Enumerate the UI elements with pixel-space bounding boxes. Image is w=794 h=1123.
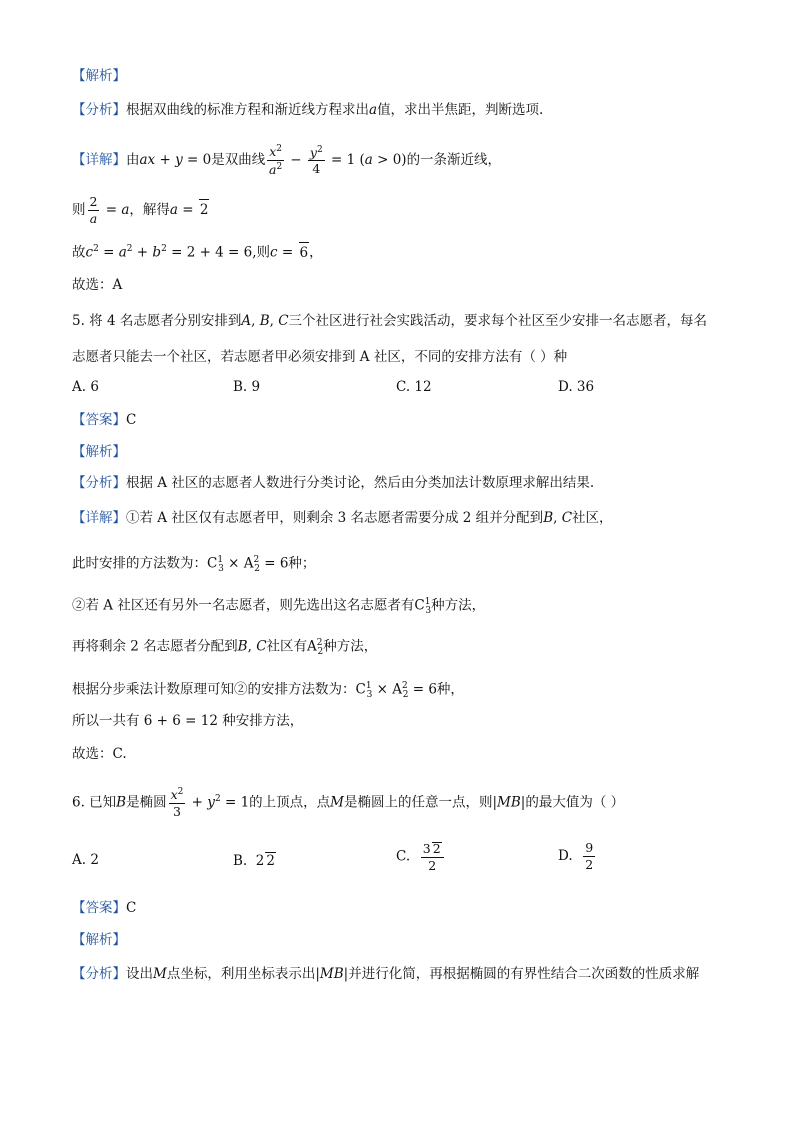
math-asymptote: ax [139, 152, 156, 169]
q5-option-d: D. 36 [558, 379, 595, 395]
q5-l4b: 社区有 [266, 638, 308, 655]
q6-option-c-label: C. [396, 848, 411, 865]
q6-fenxi-a: 设出 [126, 966, 153, 982]
math-frac-2-a: $\frac{2}{a}$ [89, 194, 98, 226]
q5-option-c: C. 12 [396, 379, 432, 395]
q4-xiangjie-tag: 【详解】 [72, 152, 126, 169]
q6-option-b: B. 2 2 [233, 853, 275, 869]
q5-stem-line2: 志愿者只能去一个社区，若志愿者甲必须安排到 A 社区，不同的安排方法有（ ）种 [72, 349, 568, 365]
q6-stem-e: 的最大值为（ ） [525, 794, 625, 811]
math-frac-y2-4: $\frac{y^2}{4}$ [309, 144, 323, 177]
q4-xiangjie-b: 是双曲线 [211, 152, 266, 169]
q6-stem-b: 是椭圆 [126, 794, 167, 811]
q5-l4a: 再将剩余 2 名志愿者分配到 [72, 638, 238, 655]
q5-l3b: 种方法， [431, 597, 486, 614]
q4-xiangjie-a: 由 [126, 152, 140, 169]
q6-fenxi-b: 点坐标，利用坐标表示出 [166, 966, 316, 982]
q6-option-b-label: B. [233, 853, 248, 869]
q6-option-d-label: D. [558, 848, 573, 864]
q6-stem-a: 6. 已知 [72, 794, 117, 811]
q5-l4c: 种方法， [323, 638, 378, 655]
q5-l5b: 种， [436, 681, 464, 698]
math-a: a [369, 102, 378, 118]
q5-jiexi-tag: 【解析】 [72, 444, 126, 460]
q5-stem-line1: 5. 将 4 名志愿者分别安排到A, B, C三个社区进行社会实践活动，要求每个社区至少安排一名志愿者，每名 [72, 313, 708, 329]
q5-line5: 根据分步乘法计数原理可知②的安排方法数为：$C^1_3 \times A^2_2 = 6$种， [72, 681, 464, 701]
q5-option-b: B. 9 [233, 379, 261, 395]
q4-guxuan: 故选：A [72, 277, 123, 293]
q4-ze-a: 则 [72, 202, 86, 218]
q5-l6a: 所以一共有 [72, 713, 140, 729]
q4-gu-a: 故 [72, 244, 86, 261]
q6-jiexi-tag: 【解析】 [72, 932, 126, 948]
q6-option-a: A. 2 [72, 852, 99, 868]
q4-fenxi-text-b: 值，求出半焦距，判断选项. [377, 102, 544, 118]
q6-option-c: C. $\frac{3 2}{2}$ [396, 842, 446, 872]
q5-stem-a: 5. 将 4 名志愿者分别安排到 [72, 313, 242, 329]
q5-fenxi-line [72, 473, 594, 493]
q6-stem-line: 6. 已知B是椭圆 $\frac{x^2}{3}$ + $y^2 = 1$的上顶点，点M是椭圆上的任意一点，则|MB|的最大值为（ ） [72, 787, 625, 819]
q5-l2a: 此时安排的方法数为： [72, 555, 207, 572]
q5-xiangjie-tag: 【详解】 [72, 510, 126, 526]
q5-l6b: 种安排方法， [222, 713, 304, 729]
q6-answer-tag: 【答案】 [72, 900, 126, 916]
q4-xiangjie-line: 【详解】由ax + y = 0是双曲线 $\frac{x^2}{a^2}$ − $\frac{y^2}{4}$ = 1 (a > 0)的一条渐近线， [72, 144, 502, 177]
q6-option-d: D. $\frac{9}{2}$ [558, 840, 594, 872]
q5-l1a: ①若 A 社区仅有志愿者甲，则剩余 3 名志愿者需要分成 2 组并分配到 [126, 510, 544, 526]
q5-xiangjie-line1: 【详解】①若 A 社区仅有志愿者甲，则剩余 3 名志愿者需要分成 2 组并分配到B, C社区， [72, 510, 613, 526]
q5-l1b: 社区， [572, 510, 613, 526]
q4-jiexi-tag: 【解析】 [72, 68, 126, 84]
q4-xiangjie-c: 的一条渐近线， [406, 152, 502, 169]
q4-gu-line: 故$c^2 = a^2 + b^2 = 2 + 4 = 6$,则c = 6， [72, 239, 323, 263]
math-frac-x2-3: $\frac{x^2}{3}$ [170, 787, 184, 819]
q4-ze-line: 则 $\frac{2}{a}$ = a，解得a = 2 [72, 194, 209, 226]
q4-fenxi-tag: 【分析】 [72, 102, 126, 118]
q5-fenxi-tag: 【分析】 [72, 475, 126, 491]
q6-fenxi-c: 并进行化简，再根据椭圆的有界性结合二次函数的性质求解 [348, 966, 700, 982]
q4-gu-b: ,则 [252, 244, 271, 261]
q6-answer: C [126, 900, 137, 916]
q5-line2: 此时安排的方法数为：$C^1_3 \times A^2_2 = 6$种； [72, 555, 316, 575]
q5-l3a: ②若 A 社区还有另外一名志愿者，则先选出这名志愿者有 [72, 597, 415, 614]
q5-l2b: 种； [288, 555, 316, 572]
q4-ze-b: ，解得 [129, 202, 170, 218]
q5-answer: C [126, 412, 137, 428]
q5-l5a: 根据分步乘法计数原理可知②的安排方法数为： [72, 681, 356, 698]
q5-answer-tag: 【答案】 [72, 412, 126, 428]
q5-guxuan: 故选：C. [72, 746, 127, 762]
q5-line4: 再将剩余 2 名志愿者分配到B, C社区有$A^2_2$种方法， [72, 638, 378, 658]
q5-stem-b: 三个社区进行社会实践活动，要求每个社区至少安排一名志愿者，每名 [288, 313, 708, 329]
q4-fenxi-line [72, 100, 543, 120]
q6-fenxi-line: 【分析】设出M点坐标，利用坐标表示出|MB|并进行化简，再根据椭圆的有界性结合二次函数的性质求解 [72, 966, 700, 982]
q5-answer-line [72, 410, 136, 430]
q6-fenxi-tag: 【分析】 [72, 966, 126, 982]
math-frac-x2-a2: $\frac{x^2}{a^2}$ [269, 144, 283, 177]
q5-option-a: A. 6 [72, 379, 99, 395]
q6-stem-c: 的上顶点，点 [249, 794, 331, 811]
q5-line3: ②若 A 社区还有另外一名志愿者，则先选出这名志愿者有$C^1_3$种方法， [72, 597, 486, 617]
q4-fenxi-text-a: 根据双曲线的标准方程和渐近线方程求出 [126, 102, 369, 118]
q6-answer-line [72, 898, 136, 918]
q5-fenxi-text: 根据 A 社区的志愿者人数进行分类讨论，然后由分类加法计数原理求解出结果. [126, 475, 595, 491]
q6-stem-d: 是椭圆上的任意一点，则 [343, 794, 493, 811]
q5-line6: 所以一共有 6 + 6 = 12 种安排方法， [72, 713, 304, 729]
